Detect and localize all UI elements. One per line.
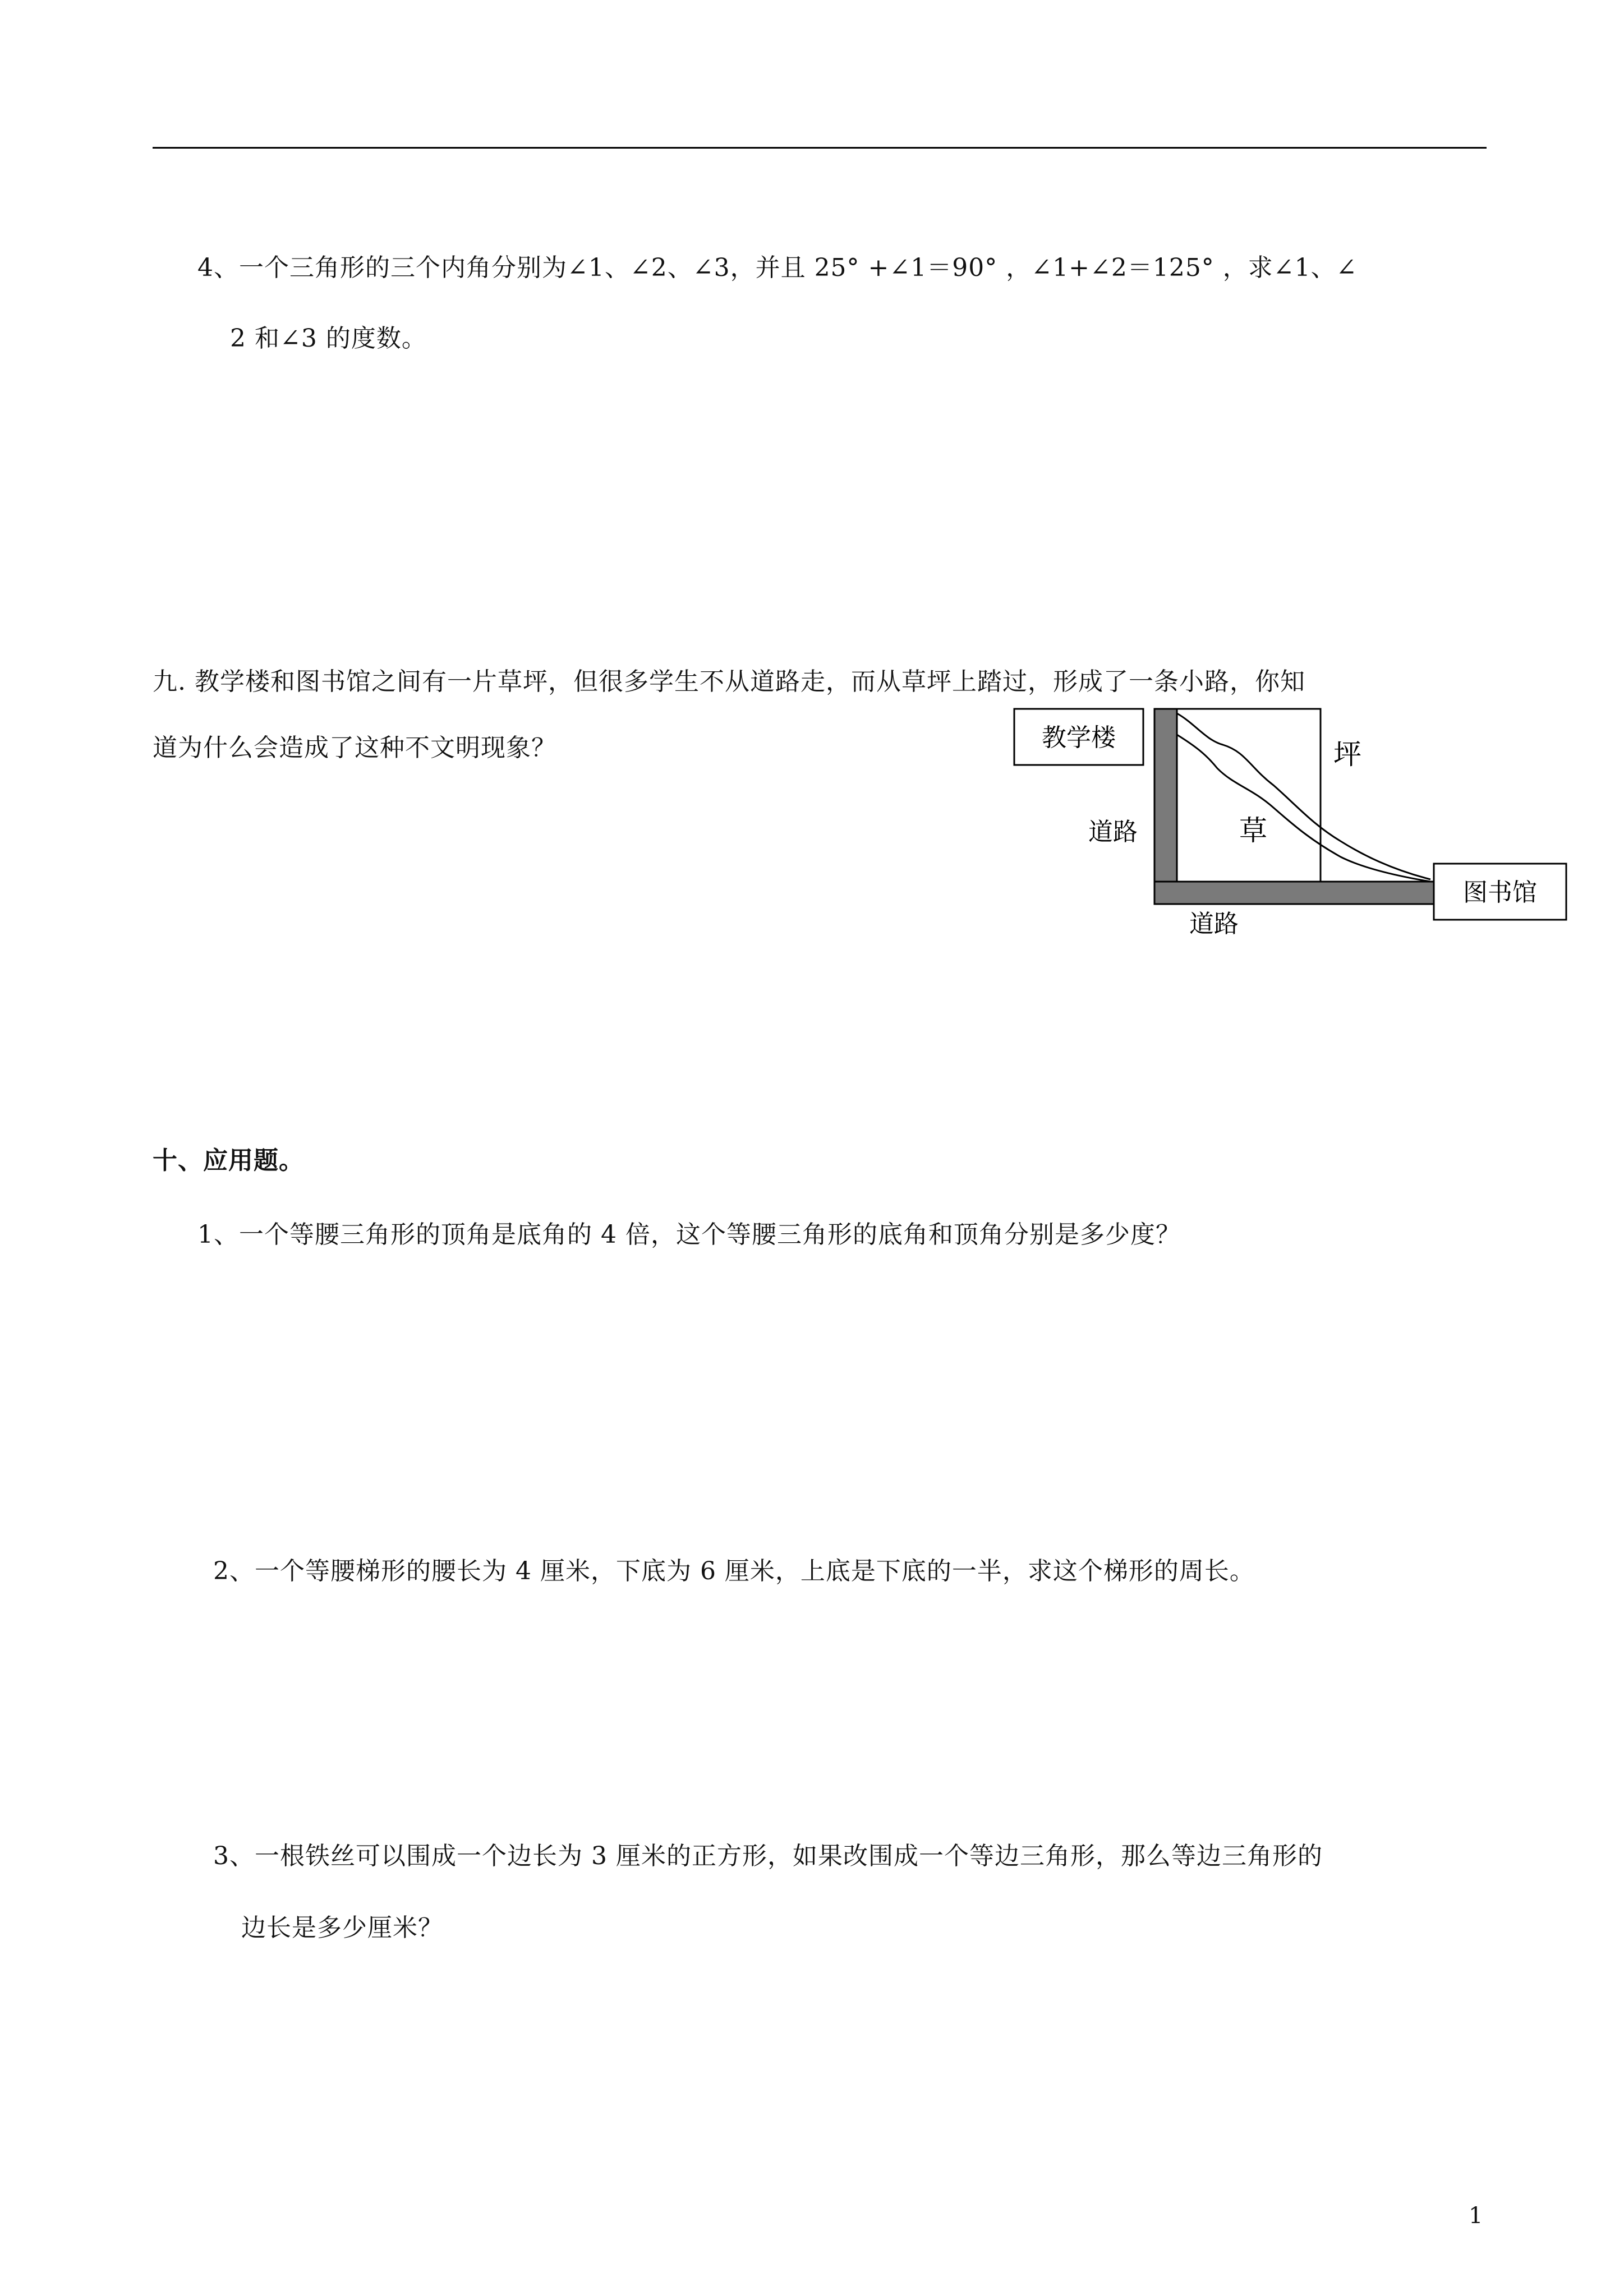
road-horizontal [1154,882,1434,904]
library-label: 图书馆 [1463,878,1537,907]
page-number: 1 [1469,2203,1483,2229]
application-question-2: 2、一个等腰梯形的腰长为 4 厘米，下底为 6 厘米，上底是下底的一半，求这个梯形的周长。 [213,1557,1255,1585]
question-9-line-1: 九. 教学楼和图书馆之间有一片草坪，但很多学生不从道路走，而从草坪上踏过，形成了一条小路，你知 [153,667,1305,696]
question-9-line-2: 道为什么会造成了这种不文明现象？ [153,734,556,762]
grass-label-ping: 坪 [1333,738,1361,771]
header-rule [153,147,1487,149]
application-question-3-line-1: 3、一根铁丝可以围成一个边长为 3 厘米的正方形，如果改围成一个等边三角形，那么等边三角形的 [213,1842,1323,1870]
road-vertical [1154,709,1177,904]
grass-label-cao: 草 [1239,814,1267,847]
section-10-heading: 十、应用题。 [153,1146,304,1175]
road-left-label: 道路 [1088,818,1138,846]
question-4-line-2: 2 和∠3 的度数。 [230,324,427,353]
application-question-3-line-2: 边长是多少厘米？ [241,1914,443,1942]
road-bottom-label: 道路 [1189,910,1239,938]
campus-lawn-diagram [1010,701,1576,948]
question-4-line-1: 4、一个三角形的三个内角分别为∠1、∠2、∠3，并且 25° +∠1＝90° ，∠1+∠2＝125° ，求∠1、∠ [197,253,1358,282]
teaching-building-label: 教学楼 [1042,723,1116,752]
application-question-1: 1、一个等腰三角形的顶角是底角的 4 倍，这个等腰三角形的底角和顶角分别是多少度？ [197,1220,1181,1249]
